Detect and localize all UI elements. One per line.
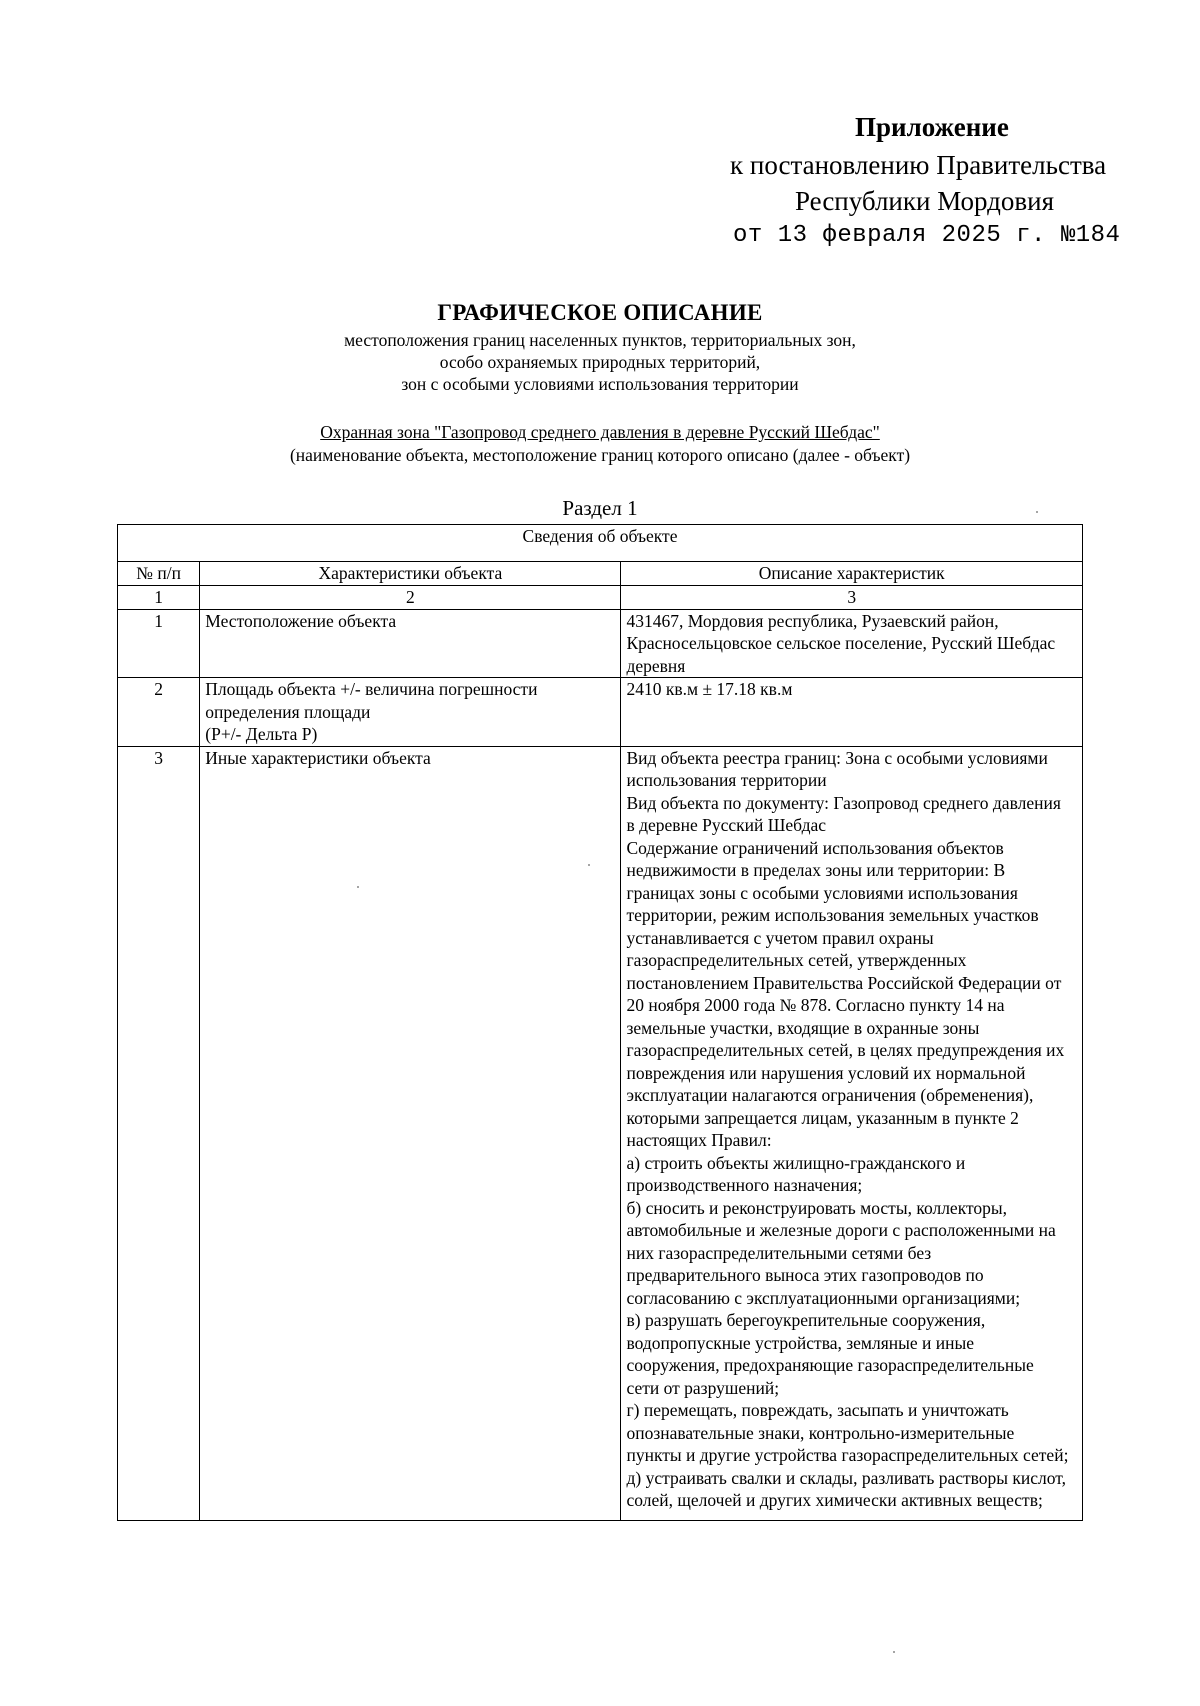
column-header: Характеристики объекта <box>200 562 621 586</box>
row-characteristic <box>200 678 621 747</box>
cell-text-line: них газораспределительными сетями без <box>626 1242 932 1263</box>
cell-text-line: г) перемещать, повреждать, засыпать и уничтожать <box>626 1400 1009 1420</box>
heading-subtitle <box>0 329 1200 395</box>
heading-subtitle-line: местоположения границ населенных пунктов, территориальных зон, <box>344 330 856 350</box>
object-info-table <box>117 524 1083 1521</box>
cell-text-line: пункты и другие устройства газораспределительных сетей; <box>626 1445 1069 1465</box>
scan-speck <box>588 864 590 866</box>
scan-speck <box>1036 511 1038 513</box>
object-caption: (наименование объекта, местоположение границ которого описано (далее - объект) <box>289 445 911 465</box>
column-number: 2 <box>200 586 621 610</box>
cell-text-line: настоящих Правил: <box>626 1130 772 1150</box>
table-caption-row <box>118 525 1083 562</box>
row-characteristic <box>200 609 621 678</box>
section-label: Раздел 1 <box>562 496 638 520</box>
cell-text-line: Местоположение объекта <box>205 610 397 631</box>
cell-text-line: недвижимости в пределах зоны или территории: В <box>626 860 1006 880</box>
table-row <box>118 746 1083 1520</box>
cell-text-line: 431467, Мордовия республика, Рузаевский район, <box>626 610 999 631</box>
cell-text-line: 2410 кв.м ± 17.18 кв.м <box>626 679 793 699</box>
cell-text-line: (P+/- Дельта P) <box>205 724 318 744</box>
appendix-line-date-number: от 13 февраля 2025 г. №184 <box>733 222 1121 249</box>
cell-text-line: земельные участки, входящие в охранные зоны <box>626 1017 980 1038</box>
row-number: 1 <box>118 609 200 678</box>
cell-text-line: Площадь объекта +/- величина погрешности <box>205 679 538 699</box>
cell-text-line: Красносельцовское сельское поселение, Русский Шебдас <box>626 633 1056 653</box>
heading-title: ГРАФИЧЕСКОЕ ОПИСАНИЕ <box>437 300 763 325</box>
cell-text-line: а) строить объекты жилищно-гражданского и <box>626 1152 966 1173</box>
cell-text-line: производственного назначения; <box>626 1175 863 1195</box>
cell-text-line: сооружения, предохраняющие газораспределительные <box>626 1355 1034 1375</box>
cell-text-line: водопропускные устройства, земляные и иные <box>626 1332 975 1353</box>
table-column-number-row <box>118 586 1083 610</box>
cell-text-line: повреждения или нарушения условий их нормальной <box>626 1062 1026 1083</box>
row-number: 2 <box>118 678 200 747</box>
document-heading <box>0 300 1200 395</box>
cell-text-line: согласованию с эксплуатационными организациями; <box>626 1287 1021 1308</box>
cell-text-line: Вид объекта по документу: Газопровод среднего давления <box>626 792 1061 813</box>
cell-text-line: газораспределительных сетей, утвержденных <box>626 950 967 970</box>
cell-text-line: эксплуатации налагаются ограничения (обременения), <box>626 1085 1034 1105</box>
column-header: № п/п <box>118 562 200 586</box>
cell-text-line: использования территории <box>626 770 827 790</box>
table-caption: Сведения об объекте <box>118 525 1083 562</box>
object-block <box>0 421 1200 467</box>
row-description <box>621 609 1083 678</box>
cell-text-line: в деревне Русский Шебдас <box>626 815 827 835</box>
cell-text-line: опознавательные знаки, контрольно-измерительные <box>626 1422 1015 1443</box>
scan-speck <box>893 1651 895 1653</box>
cell-text-line: Иные характеристики объекта <box>205 747 431 768</box>
cell-text-line: Вид объекта реестра границ: Зона с особыми условиями <box>626 747 1048 768</box>
cell-text-line: деревня <box>626 655 686 676</box>
cell-text-line: территории, режим использования земельных участков <box>626 905 1039 925</box>
table-row <box>118 609 1083 678</box>
cell-text-line: определения площади <box>205 701 371 722</box>
cell-text-line: постановлением Правительства Российской Федерации от <box>626 972 1062 993</box>
column-number: 3 <box>621 586 1083 610</box>
heading-subtitle-line: зон с особыми условиями использования территории <box>401 374 799 394</box>
row-characteristic <box>200 746 621 1520</box>
object-name: Охранная зона "Газопровод среднего давления в деревне Русский Шебдас" <box>320 422 880 442</box>
scan-speck <box>357 886 359 888</box>
cell-text-line: автомобильные и железные дороги с расположенными на <box>626 1220 1056 1240</box>
appendix-line-resolution: к постановлению Правительства <box>730 150 1107 180</box>
cell-text-line: солей, щелочей и других химически активных веществ; <box>626 1490 1043 1510</box>
cell-text-line: которыми запрещается лицам, указанным в пункте 2 <box>626 1107 1019 1128</box>
cell-text-line: границах зоны с особыми условиями использования <box>626 882 1018 903</box>
cell-text-line: Содержание ограничений использования объектов <box>626 837 1004 858</box>
appendix-line-republic: Республики Мордовия <box>795 186 1055 216</box>
column-header: Описание характеристик <box>621 562 1083 586</box>
cell-text-line: предварительного выноса этих газопроводов по <box>626 1265 984 1285</box>
appendix-title: Приложение <box>855 112 1009 142</box>
row-description <box>621 678 1083 747</box>
cell-text-line: газораспределительных сетей, в целях предупреждения их <box>626 1040 1065 1060</box>
cell-text-line: в) разрушать берегоукрепительные сооружения, <box>626 1310 986 1330</box>
heading-subtitle-line: особо охраняемых природных территорий, <box>439 352 761 372</box>
column-number: 1 <box>118 586 200 610</box>
row-description <box>621 746 1083 1520</box>
cell-text-line: б) сносить и реконструировать мосты, коллекторы, <box>626 1197 1008 1218</box>
cell-text-line: д) устраивать свалки и склады, разливать растворы кислот, <box>626 1467 1067 1488</box>
cell-text-line: 20 ноября 2000 года № 878. Согласно пункту 14 на <box>626 995 1005 1015</box>
cell-text-line: сети от разрушений; <box>626 1377 780 1398</box>
table-header-row <box>118 562 1083 586</box>
cell-text-line: устанавливается с учетом правил охраны <box>626 927 934 948</box>
table-row <box>118 678 1083 747</box>
row-number: 3 <box>118 746 200 1520</box>
